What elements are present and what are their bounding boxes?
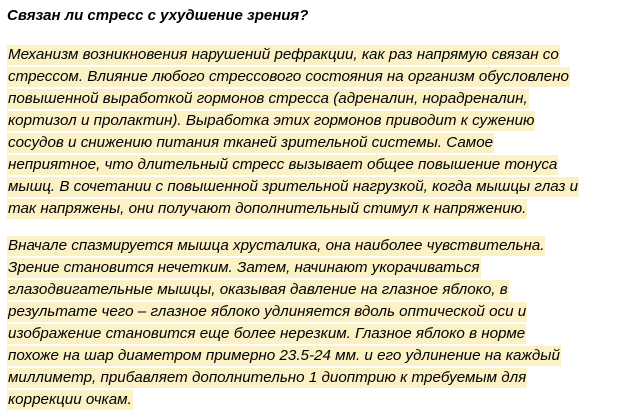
paragraph-line: глазодвигательные мышцы, оказывая давление на глазное яблоко, в — [8, 281, 508, 298]
paragraph-line: Механизм возникновения нарушений рефракции, как раз напрямую связан со — [8, 46, 559, 63]
document-title: Связан ли стресс с ухудшение зрения? — [7, 7, 309, 24]
paragraph-line: повышенной выработкой гормонов стресса (адреналин, норадреналин, — [8, 90, 528, 107]
paragraph-line: миллиметр, прибавляет дополнительно 1 диоптрию к требуемым для — [8, 369, 527, 386]
paragraph-line: Вначале спазмируется мышца хрусталика, она наиболее чувствительна. — [8, 237, 545, 254]
paragraph-line: мышц. В сочетании с повышенной зрительной нагрузкой, когда мышцы глаз и — [8, 178, 579, 195]
paragraph-line: результате чего – глазное яблоко удлиняется вдоль оптической оси и — [8, 303, 527, 320]
paragraph-line: изображение становится еще более нерезким. Глазное яблоко в норме — [8, 325, 526, 342]
paragraph-line: так напряжены, они получают дополнительный стимул к напряжению. — [8, 200, 527, 217]
paragraph-line: неприятное, что длительный стресс вызывает общее повышение тонуса — [8, 156, 558, 173]
paragraph-lens-spasm — [7, 235, 614, 411]
paragraph-line: коррекции очкам. — [8, 391, 132, 408]
paragraph-line: стрессом. Влияние любого стрессового состояния на организм обусловлено — [8, 68, 570, 85]
paragraph-line: Зрение становится нечетким. Затем, начинают укорачиваться — [8, 259, 480, 276]
paragraph-refraction-stress — [7, 44, 614, 220]
paragraph-line: кортизол и пролактин). Выработка этих гормонов приводит к сужению — [8, 112, 535, 129]
paragraph-line: сосудов и снижению питания тканей зрительной системы. Самое — [8, 134, 494, 151]
paragraph-line: похоже на шар диаметром примерно 23.5-24 мм. и его удлинение на каждый — [8, 347, 560, 364]
